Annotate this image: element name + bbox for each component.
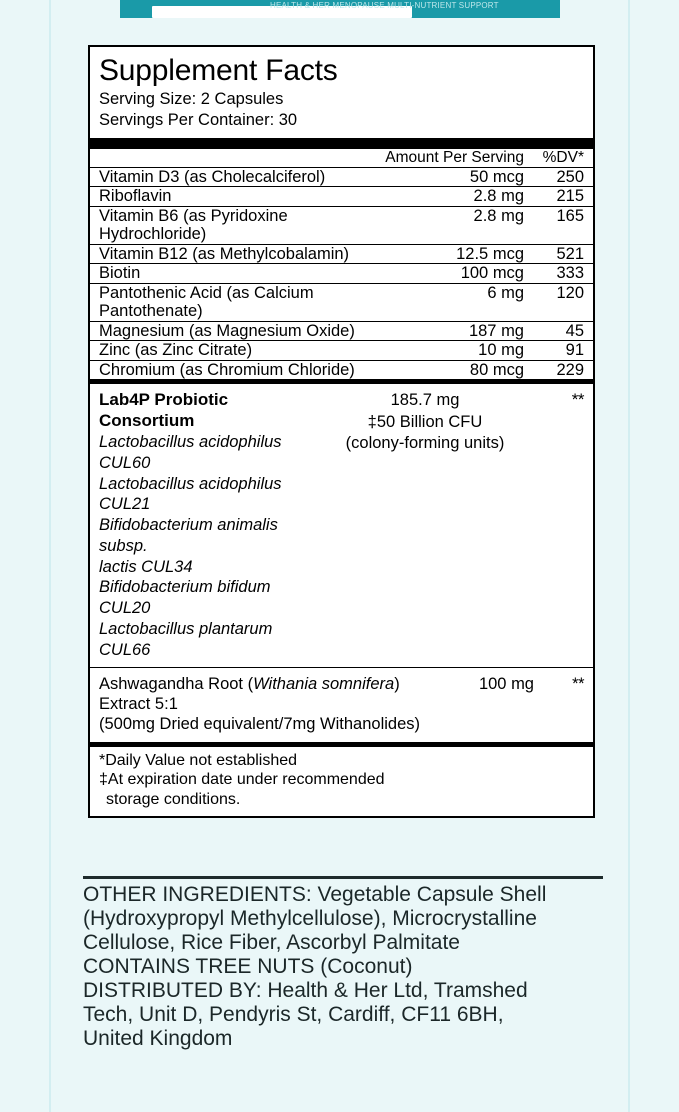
supplement-facts-header [90,55,593,131]
table-row [90,187,593,206]
probiotic-blend-block [90,384,593,666]
nutrient-amount: 187 mg [468,321,524,340]
blend-left [99,390,310,660]
footnotes [90,747,593,817]
serving-size: Serving Size: 2 Capsules [99,89,284,108]
ashwagandha-post: ) Extract 5:1 [99,674,400,713]
nutrient-dv: 215 [556,187,584,206]
nutrient-dv: 45 [565,321,584,340]
ashwagandha-amount: 100 mg [478,674,534,693]
other-ingredients-block [83,876,603,1051]
footnote-storage: storage conditions. [106,790,241,808]
nutrient-name: Chromium (as Chromium Chloride) [99,360,355,379]
distributed-text1: Health & Her Ltd, Tramshed [261,978,528,1002]
nutrient-dv: 120 [556,283,584,302]
nutrient-amount: 80 mcg [469,360,524,379]
nutrient-amount: 12.5 mcg [456,244,524,263]
header-amount: Amount Per Serving [385,149,524,167]
other-ingredients-label: OTHER INGREDIENTS: [83,883,312,906]
table-row [90,321,593,340]
ashwagandha-line1 [99,674,454,714]
blend-cfu: ‡50 Billion CFU [367,412,483,431]
table-row [90,206,593,244]
nutrient-name: Riboflavin [99,187,172,206]
distributed-line2: Tech, Unit D, Pendyris St, Cardiff, CF11 6BH, [83,1002,504,1026]
table-header-row [90,149,593,168]
nutrient-dv: 229 [556,360,584,379]
blend-strain: Lactobacillus acidophilus CUL60 [99,432,282,472]
nutrient-amount: 50 mcg [469,168,524,187]
blend-strain: lactis CUL34 [99,557,193,576]
banner-text: HEALTH & HER MENOPAUSE MULTI-NUTRIENT SUPPORT [270,1,499,10]
other-ingredients-line1 [83,883,603,907]
table-row [90,244,593,263]
ashwagandha-line2: (500mg Dried equivalent/7mg Withanolides) [99,714,420,733]
blend-cfu-note: (colony-forming units) [345,434,505,453]
nutrient-name: Vitamin B6 (as Pyridoxine Hydrochloride) [99,206,288,244]
nutrient-dv: 521 [556,244,584,263]
nutrient-dv: 250 [556,168,584,187]
header-name [90,149,385,168]
table-row [90,264,593,283]
footnote-expiration: ‡At expiration date under recommended [99,771,385,789]
other-ingredients-text1: Vegetable Capsule Shell [311,883,547,906]
blend-strain: Lactobacillus plantarum CUL66 [99,619,273,659]
blend-strain: Bifidobacterium animalis subsp. [99,516,278,555]
nutrient-dv: 91 [565,341,584,360]
nutrient-amount: 10 mg [478,341,524,360]
ashwagandha-block [90,668,593,742]
other-ingredients-line3: Cellulose, Rice Fiber, Ascorbyl Palmitate [83,930,460,954]
supplement-facts-panel [88,45,595,818]
nutrient-name: Biotin [99,264,141,283]
table-row [90,283,593,321]
other-ingredients-line2: (Hydroxypropyl Methylcellulose), Microcrystalline [83,906,537,930]
table-row [90,341,593,360]
contains-statement: CONTAINS TREE NUTS (Coconut) [83,954,413,978]
package-top-banner [120,0,560,18]
distributed-line1 [83,979,603,1003]
ashwagandha-pre: Ashwagandha Root ( [99,674,254,693]
blend-dv: ** [571,390,584,410]
nutrient-table [90,149,593,379]
distributed-by-label: DISTRIBUTED BY: [83,978,262,1002]
nutrient-name: Pantothenic Acid (as Calcium Pantothenate) [99,283,314,321]
distributed-line3: United Kingdom [83,1026,233,1050]
blend-amounts [310,390,540,660]
ashwagandha-dv: ** [572,674,584,693]
footnote-dv: *Daily Value not established [99,751,298,769]
nutrient-name: Vitamin B12 (as Methylcobalamin) [99,244,350,263]
blend-amount: 185.7 mg [390,391,460,410]
table-row [90,168,593,187]
ashwagandha-latin: Withania somnifera [253,674,395,693]
blend-title: Lab4P Probiotic Consortium [99,390,229,430]
nutrient-amount: 100 mcg [460,264,524,283]
nutrient-amount: 2.8 mg [473,206,524,225]
nutrient-dv: 333 [556,264,584,283]
nutrient-dv: 165 [556,206,584,225]
blend-strain: Lactobacillus acidophilus CUL21 [99,474,282,514]
nutrient-amount: 6 mg [487,283,524,302]
nutrient-name: Zinc (as Zinc Citrate) [99,341,253,360]
nutrient-name: Magnesium (as Magnesium Oxide) [99,321,355,340]
ashwagandha-text [99,674,454,734]
nutrient-amount: 2.8 mg [473,187,524,206]
header-dv: %DV* [542,149,584,167]
nutrient-name: Vitamin D3 (as Cholecalciferol) [99,168,326,187]
heavy-rule-top [90,138,593,149]
supplement-facts-title: Supplement Facts [99,54,338,87]
servings-per-container: Servings Per Container: 30 [99,110,298,129]
table-row [90,360,593,379]
blend-strain: Bifidobacterium bifidum CUL20 [99,578,271,618]
